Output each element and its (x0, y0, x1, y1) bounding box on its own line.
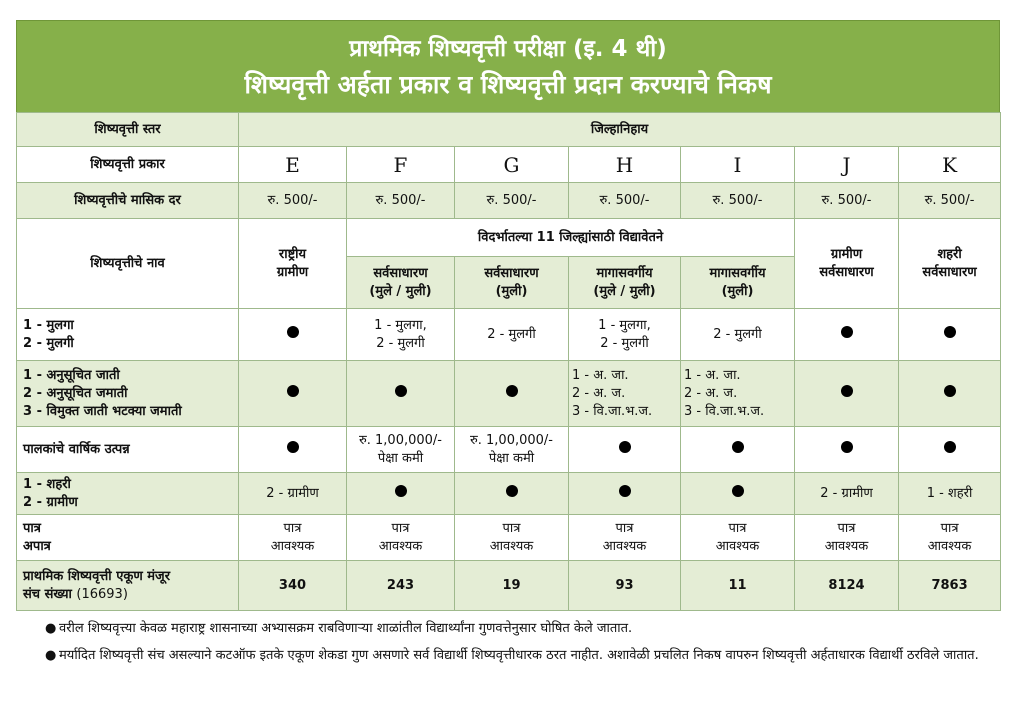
type-j: J (795, 147, 899, 183)
area-j: 2 - ग्रामीण (795, 473, 899, 515)
gender-f: 1 - मुलगा, 2 - मुलगी (347, 309, 455, 361)
bullet-icon: ● (45, 648, 57, 663)
rate-label: शिष्यवृत्तीचे मासिक दर (17, 183, 239, 219)
gender-g: 2 - मुलगी (455, 309, 569, 361)
filled-circle-icon (944, 441, 956, 453)
caste-j (795, 361, 899, 427)
type-label: शिष्यवृत्ती प्रकार (17, 147, 239, 183)
eligible-label: पात्र अपात्र (17, 515, 239, 561)
bullet-icon: ● (45, 621, 57, 636)
filled-circle-icon (287, 326, 299, 338)
gender-k (899, 309, 1001, 361)
total-h: 93 (569, 561, 681, 611)
total-f: 243 (347, 561, 455, 611)
caste-k (899, 361, 1001, 427)
area-g (455, 473, 569, 515)
eligible-i: पात्र आवश्यक (681, 515, 795, 561)
area-label: 1 - शहरी 2 - ग्रामीण (17, 473, 239, 515)
filled-circle-icon (841, 441, 853, 453)
type-i: I (681, 147, 795, 183)
row-caste (17, 361, 1001, 427)
filled-circle-icon (944, 385, 956, 397)
caste-g (455, 361, 569, 427)
filled-circle-icon (506, 385, 518, 397)
row-type (17, 147, 1001, 183)
filled-circle-icon (619, 441, 631, 453)
rate-h: रु. 500/- (569, 183, 681, 219)
total-i: 11 (681, 561, 795, 611)
rate-g: रु. 500/- (455, 183, 569, 219)
filled-circle-icon (287, 385, 299, 397)
area-f (347, 473, 455, 515)
type-e: E (239, 147, 347, 183)
eligible-j: पात्र आवश्यक (795, 515, 899, 561)
rate-k: रु. 500/- (899, 183, 1001, 219)
eligible-f: पात्र आवश्यक (347, 515, 455, 561)
name-g: सर्वसाधारण (मुली) (455, 257, 569, 309)
rate-j: रु. 500/- (795, 183, 899, 219)
filled-circle-icon (395, 385, 407, 397)
income-k (899, 427, 1001, 473)
footnotes (45, 618, 1005, 672)
gender-h: 1 - मुलगा, 2 - मुलगी (569, 309, 681, 361)
filled-circle-icon (506, 485, 518, 497)
rate-f: रु. 500/- (347, 183, 455, 219)
title-line-1: प्राथमिक शिष्यवृत्ती परीक्षा (इ. 4 थी) (349, 35, 667, 62)
total-k: 7863 (899, 561, 1001, 611)
scholarship-document (16, 20, 1000, 611)
caste-e (239, 361, 347, 427)
row-total (17, 561, 1001, 611)
income-g: रु. 1,00,000/- पेक्षा कमी (455, 427, 569, 473)
caste-label: 1 - अनुसूचित जाती 2 - अनुसूचित जमाती 3 - विमुक्त जाती भटक्या जमाती (17, 361, 239, 427)
eligible-h: पात्र आवश्यक (569, 515, 681, 561)
footnote-1-text: वरील शिष्यवृत्त्या केवळ महाराष्ट्र शासनाच्या अभ्यासक्रम राबविणाऱ्या शाळांतील विद्यार्थ्यांना गुणवत्तेनुसार घोषित केले जातात. (59, 621, 633, 636)
filled-circle-icon (944, 326, 956, 338)
filled-circle-icon (732, 441, 744, 453)
name-h: मागासवर्गीय (मुले / मुली) (569, 257, 681, 309)
filled-circle-icon (841, 326, 853, 338)
level-label: शिष्यवृत्ती स्तर (17, 113, 239, 147)
total-label-line1: प्राथमिक शिष्यवृत्ती एकूण मंजूर (23, 568, 171, 584)
filled-circle-icon (287, 441, 299, 453)
gender-j (795, 309, 899, 361)
rate-e: रु. 500/- (239, 183, 347, 219)
total-label-line2: संच संख्या (23, 586, 72, 602)
level-value: जिल्हानिहाय (239, 113, 1001, 147)
criteria-table (16, 112, 1001, 611)
type-g: G (455, 147, 569, 183)
filled-circle-icon (395, 485, 407, 497)
row-rate (17, 183, 1001, 219)
total-label (17, 561, 239, 611)
area-h (569, 473, 681, 515)
total-g: 19 (455, 561, 569, 611)
total-j: 8124 (795, 561, 899, 611)
eligible-g: पात्र आवश्यक (455, 515, 569, 561)
type-h: H (569, 147, 681, 183)
total-e: 340 (239, 561, 347, 611)
filled-circle-icon (841, 385, 853, 397)
type-k: K (899, 147, 1001, 183)
gender-i: 2 - मुलगी (681, 309, 795, 361)
income-i (681, 427, 795, 473)
name-k: शहरी सर्वसाधारण (899, 219, 1001, 309)
name-i: मागासवर्गीय (मुली) (681, 257, 795, 309)
title-line-2: शिष्यवृत्ती अर्हता प्रकार व शिष्यवृत्ती प्रदान करण्याचे निकष (244, 69, 772, 99)
total-label-count: (16693) (76, 586, 128, 602)
area-e: 2 - ग्रामीण (239, 473, 347, 515)
eligible-e: पात्र आवश्यक (239, 515, 347, 561)
income-e (239, 427, 347, 473)
area-i (681, 473, 795, 515)
name-e: राष्ट्रीय ग्रामीण (239, 219, 347, 309)
title-banner (16, 20, 1000, 112)
name-f: सर्वसाधारण (मुले / मुली) (347, 257, 455, 309)
footnote-2-text: मर्यादित शिष्यवृत्ती संच असल्याने कटऑफ इतके एकूण शेकडा गुण असणारे सर्व विद्यार्थी शिष्यवृत्तीधारक ठरत नाहीत. अशावेळी प्रचलित निकष वापरुन शिष्यवृत्ती अर्हताधारक विद्यार्थी ठरविले जातात. (59, 648, 979, 663)
income-j (795, 427, 899, 473)
eligible-k: पात्र आवश्यक (899, 515, 1001, 561)
caste-h: 1 - अ. जा. 2 - अ. ज. 3 - वि.जा.भ.ज. (569, 361, 681, 427)
gender-label: 1 - मुलगा 2 - मुलगी (17, 309, 239, 361)
filled-circle-icon (732, 485, 744, 497)
row-income (17, 427, 1001, 473)
income-h (569, 427, 681, 473)
income-f: रु. 1,00,000/- पेक्षा कमी (347, 427, 455, 473)
row-level (17, 113, 1001, 147)
gender-e (239, 309, 347, 361)
name-j: ग्रामीण सर्वसाधारण (795, 219, 899, 309)
caste-f (347, 361, 455, 427)
type-f: F (347, 147, 455, 183)
row-area (17, 473, 1001, 515)
area-k: 1 - शहरी (899, 473, 1001, 515)
footnote-1 (45, 618, 1005, 639)
footnote-2 (45, 645, 1005, 666)
name-label: शिष्यवृत्तीचे नाव (17, 219, 239, 309)
income-label: पालकांचे वार्षिक उत्पन्न (17, 427, 239, 473)
name-vidarbha: विदर्भातल्या 11 जिल्ह्यांसाठी विद्यावेतने (347, 219, 795, 257)
filled-circle-icon (619, 485, 631, 497)
caste-i: 1 - अ. जा. 2 - अ. ज. 3 - वि.जा.भ.ज. (681, 361, 795, 427)
row-eligible (17, 515, 1001, 561)
row-gender (17, 309, 1001, 361)
row-name-top (17, 219, 1001, 257)
rate-i: रु. 500/- (681, 183, 795, 219)
